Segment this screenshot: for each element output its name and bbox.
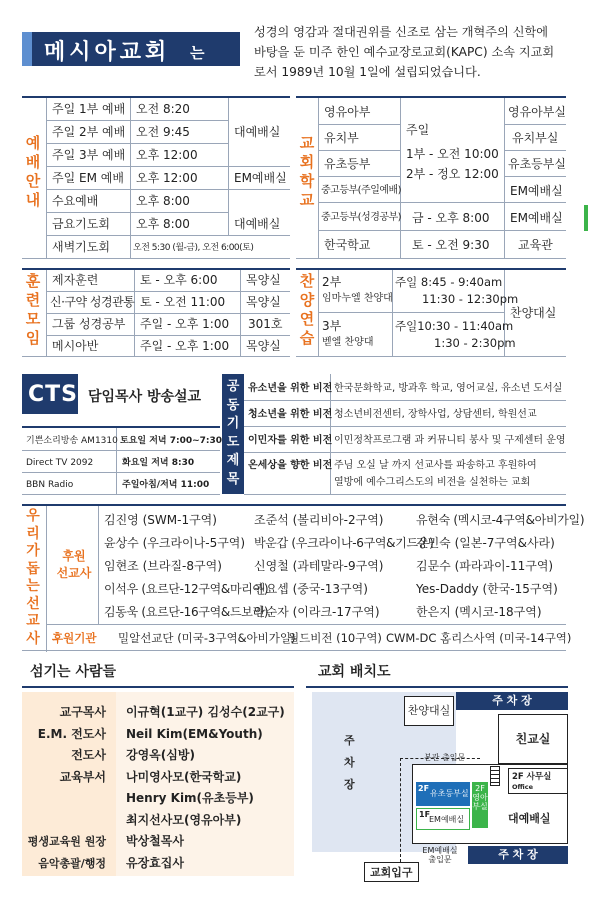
choir-part: 3부 [322, 319, 342, 333]
entrance-label: 교회입구 [364, 862, 419, 882]
worship-name: 새벽기도회 [52, 240, 110, 254]
parking-top: 주 차 장 [456, 692, 568, 710]
training-time: 주일 - 오후 1:00 [140, 317, 230, 331]
parking-left-label: 주 차 장 [344, 734, 355, 791]
prayer-label: 공 동 기 도 제 목 [226, 379, 240, 487]
school-place: EM예배실 [510, 184, 563, 198]
worship-time: 오전 9:45 [136, 125, 190, 139]
staff-role [22, 788, 106, 810]
missionary: 권요셉 (중국-13구역) [254, 582, 368, 596]
worship-place: 대예배실 [234, 217, 281, 231]
staff-role [22, 810, 106, 832]
parking-bottom: 주 차 장 [468, 846, 568, 864]
worship-time: 오후 8:00 [136, 217, 190, 231]
choir-name: 임마누엘 찬양대 [322, 293, 393, 304]
missionary: 조준석 (볼리비아-2구역) [254, 513, 384, 527]
training-time: 토 - 오후 6:00 [140, 273, 218, 287]
page-title: 메시아교회 [44, 40, 171, 65]
staff-role: 교육부서 [59, 769, 106, 784]
intro-text: 성경의 영감과 절대권위를 신조로 삼는 개혁주의 신학에 바탕을 둔 미주 한인 예수교장로교회(KAPC) 소속 지교회 로서 1989년 10월 1일에 설립되었습니다. [254, 25, 555, 79]
prayer-topic: 유소년을 위한 비전 [248, 383, 333, 394]
training-label: 훈 련 모 임 [25, 272, 41, 347]
staff-name: 이규혁(1교구) 김성수(2교구) [126, 705, 285, 719]
prayer-detail: 청소년비전센터, 장학사업, 상담센터, 학원선교 [334, 409, 537, 420]
training-place: 목양실 [246, 273, 281, 287]
staff-name: 유장효집사 [126, 855, 184, 870]
main-gate-label: 본관 출입문 [424, 753, 466, 762]
school-place: EM예배실 [510, 211, 563, 225]
support-org: 월드비전 (10구역) [288, 631, 382, 645]
worship-name: 주일 EM 예배 [52, 171, 124, 185]
school-place: 교육관 [518, 238, 553, 252]
choir-name: 벧엘 찬양대 [322, 337, 374, 348]
missionary: 김동욱 (요르단-16구역&드보라) [104, 605, 269, 619]
worship-name: 금요기도회 [52, 217, 110, 231]
support-org: 밀알선교단 (미국-3구역&아비가일) [118, 631, 296, 645]
broadcast-title: 담임목사 방송설교 [88, 389, 202, 405]
school-label: 교 회 학 교 [299, 134, 315, 209]
missionary: 안순자 (이라크-17구역) [254, 605, 380, 619]
support-org: CWM-DC 홈리스사역 (미국-14구역) [386, 631, 572, 645]
choir-time: 주일 8:45 - 9:40am [395, 275, 503, 289]
missions-label: 우 리 가 돕 는 선 교 사 [26, 508, 40, 647]
training-place: 301호 [248, 317, 283, 331]
staff-name: Henry Kim(유초등부) [126, 791, 254, 805]
room-2f-infant: 2F 영아부실 [472, 782, 488, 828]
training-name: 메시아반 [52, 339, 99, 353]
staff-name: 최지선사모(영유아부) [126, 812, 242, 827]
school-dept: 중고등부(주일예배) [321, 185, 402, 196]
prayer-detail: 주님 오실 날 까지 선교사를 파송하고 후원하여 [334, 460, 537, 471]
cts-logo: CTS [28, 382, 78, 407]
broadcast-time: 토요일 저녁 7:00~7:30 [120, 436, 223, 446]
broadcast-channel: Direct TV 2092 [26, 458, 94, 468]
broadcast-channel: 기쁜소리방송 AM1310 [26, 436, 118, 446]
staff-name: 나미영사모(한국학교) [126, 769, 242, 784]
missions-section [22, 504, 585, 652]
office-label: 2F 사무실 Office [508, 768, 568, 794]
school-sunday: 주일 [406, 123, 430, 137]
map-section [306, 662, 568, 884]
staff-name: 강영옥(심방) [126, 748, 195, 762]
missionary: 박운갑 (우크라이나-6구역&기드온) [254, 536, 434, 550]
missionary: 이석우 (요르단-12구역&마리아) [104, 582, 269, 596]
school-time: 2부 - 정오 12:00 [406, 167, 499, 181]
worship-name: 주일 1부 예배 [52, 102, 126, 116]
staff-role: 교구목사 [59, 705, 106, 719]
worship-name: 수요예배 [52, 194, 99, 208]
missionary: 임현조 (브라질-8구역) [104, 559, 222, 573]
choir-place: 찬양대실 [510, 306, 557, 320]
missionary: 신영철 (과테말라-9구역) [254, 559, 384, 573]
room-1f-em: 1F EM예배실 [416, 808, 470, 830]
missionary: 강민숙 (일본-7구역&사라) [416, 536, 555, 550]
prayer-topic: 청소년을 위한 비전 [248, 409, 333, 420]
page-header [22, 30, 240, 68]
worship-name: 주일 3부 예배 [52, 148, 126, 162]
school-time: 금 - 오후 8:00 [412, 211, 490, 225]
worship-time: 오후 8:00 [136, 194, 190, 208]
choir-section [296, 268, 566, 358]
school-dept: 유치부 [324, 131, 359, 145]
staff-name: 박상철목사 [126, 834, 184, 848]
training-section [22, 268, 290, 358]
worship-name: 주일 2부 예배 [52, 125, 126, 139]
choir-part: 2부 [322, 275, 342, 289]
worship-place: EM예배실 [234, 171, 287, 185]
training-time: 주일 - 오후 1:00 [140, 339, 230, 353]
school-time: 토 - 오전 9:30 [412, 238, 490, 252]
staff-name: Neil Kim(EM&Youth) [126, 726, 263, 741]
school-place: 유치부실 [512, 131, 559, 145]
choir-time: 11:30 - 12:30pm [422, 292, 519, 306]
org-label: 후원기관 [52, 631, 97, 645]
worship-time: 오전 8:20 [136, 102, 190, 116]
school-place: 영유아부실 [508, 105, 566, 119]
staff-role: 전도사 [71, 748, 106, 762]
missionary: 윤상수 (우크라이나-5구역) [104, 536, 246, 550]
staff-section [22, 662, 294, 884]
title-accent [22, 32, 32, 66]
school-place: 유초등부실 [508, 157, 566, 171]
worship-section [22, 96, 290, 260]
missionary: 김진영 (SWM-1구역) [104, 513, 217, 527]
broadcast-section [22, 366, 223, 496]
choir-time: 주일10:30 - 11:40am [395, 319, 514, 333]
worship-time: 오전 5:30 (월-금), 오전 6:00(토) [133, 243, 254, 253]
school-section [296, 96, 566, 260]
map-area [312, 692, 568, 882]
missionary: 한은지 (멕시코-18구역) [416, 605, 542, 619]
room-fellowship: 친교실 [498, 714, 568, 764]
choir-label: 찬 양 연 습 [299, 272, 315, 347]
worship-label: 예 배 안 내 [25, 134, 41, 209]
staff-roles [22, 702, 106, 874]
prayer-topic: 이민자를 위한 비전 [248, 435, 333, 446]
room-choir: 찬양대실 [404, 696, 454, 726]
worship-time: 오후 12:00 [136, 148, 198, 162]
prayer-topic: 온세상을 향한 비전 [248, 460, 333, 471]
school-dept: 한국학교 [324, 238, 371, 252]
missionary: 유현숙 (멕시코-4구역&아비가일) [416, 513, 585, 527]
training-time: 토 - 오전 11:00 [140, 295, 226, 309]
page-title-suffix: 는 [190, 44, 205, 62]
em-gate-label: EM예배실 출입문 [422, 846, 458, 864]
school-dept: 영유아부 [324, 105, 371, 119]
worship-place: 대예배실 [234, 125, 281, 139]
room-2f-children: 2F 유초등부실 [416, 782, 470, 806]
worship-time: 오후 12:00 [136, 171, 198, 185]
missions-sub-label: 후원 선교사 [56, 549, 92, 580]
staff-names [126, 702, 294, 874]
prayer-section [222, 374, 566, 494]
path-dotted-top [400, 758, 480, 759]
staff-role: 평생교육원 원장 [27, 835, 106, 848]
training-name: 그룹 성경공부 [52, 317, 126, 331]
training-place: 목양실 [246, 295, 281, 309]
training-name: 제자훈련 [52, 273, 99, 287]
path-dotted [400, 758, 401, 862]
missionary: 김문수 (파라과이-11구역) [416, 559, 554, 573]
stairs-icon [490, 766, 500, 786]
school-dept: 중고등부(성경공부) [321, 212, 402, 223]
school-time: 1부 - 오전 10:00 [406, 147, 499, 161]
choir-time: 1:30 - 2:30pm [434, 336, 516, 350]
prayer-detail: 열방에 예수그리스도의 비전을 실천하는 교회 [334, 477, 531, 488]
prayer-detail: 한국문화학교, 방과후 학교, 영어교실, 유소년 도서실 [334, 383, 563, 394]
staff-role: E.M. 전도사 [37, 726, 106, 741]
side-tab [584, 205, 588, 231]
training-name: 신·구약 성경관통 [50, 295, 135, 309]
map-title: 교회 배치도 [318, 664, 391, 680]
broadcast-time: 화요일 저녁 8:30 [122, 458, 195, 468]
room-main-hall: 대예배실 [508, 812, 551, 825]
school-dept: 유초등부 [324, 157, 371, 171]
broadcast-time: 주일아침/저녁 11:00 [122, 480, 210, 490]
missionary: Yes-Daddy (한국-15구역) [416, 582, 558, 596]
staff-role: 음악총괄/행정 [38, 856, 106, 870]
training-place: 목양실 [246, 339, 281, 353]
staff-title: 섬기는 사람들 [30, 664, 117, 680]
prayer-detail: 이민정착프로그램 과 커뮤니티 봉사 및 구제센터 운영 [334, 435, 566, 446]
broadcast-channel: BBN Radio [26, 480, 74, 490]
